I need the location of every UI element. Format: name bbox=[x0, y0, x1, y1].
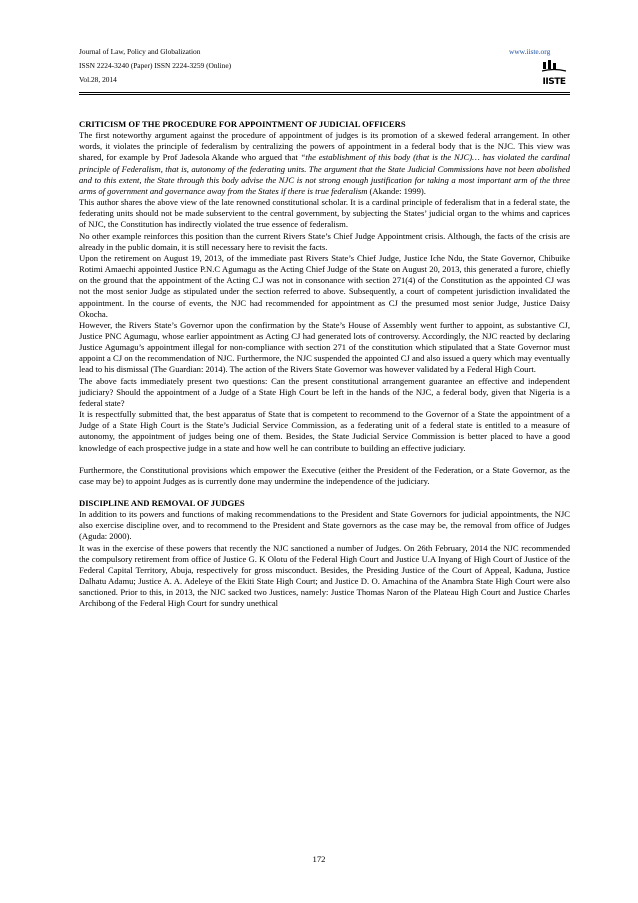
journal-title: Journal of Law, Policy and Globalization bbox=[79, 47, 201, 56]
paragraph: This author shares the above view of the late renowned constitutional scholar. It is a cardinal principle of federalism that in a federal state, the federating units should not be made subservient to the central government, by subjecting the States’ judicial organ to the whims and caprices of NJC, the Constitution has indirectly violated the true essence of federalism. bbox=[79, 197, 570, 230]
iiste-logo bbox=[540, 60, 568, 90]
paragraph: However, the Rivers State’s Governor upon the confirmation by the State’s House of Assembly went further to appoint, as substantive CJ, Justice PNC Agumagu, whose earlier appointment as Acting CJ had generated lots of controversy. Accordingly, the NJC reacted by declaring Justice Agumagu’s appointment illegal for non-compliance with section 271 of the constitution which stipulated that a State Governor must appoint a CJ on the recommendation of NJC. Furthermore, the NJC suspended the appointed CJ and also issued a query which may eventually lead to his dismissal (The Guardian: 2014). The action of the Rivers State Governor was however validated by a Federal High Court. bbox=[79, 319, 570, 375]
page-number: 172 bbox=[312, 854, 326, 864]
paragraph: The above facts immediately present two questions: Can the present constitutional arrangement guarantee an effective and independent judiciary? Should the appointment of a Judge of a State High Court be left in the hands of the NJC, a federal body, given that Nigeria is a federal state? bbox=[79, 375, 570, 408]
logo-text: IISTE bbox=[542, 77, 566, 87]
paragraph: In addition to its powers and functions of making recommendations to the President and State Governors for judicial appointments, the NJC also exercise discipline over, and to recommend to the President and State governors as the case may be, the removal from office of Judges (Aguda: 2000). bbox=[79, 509, 570, 542]
paragraph: It is respectfully submitted that, the best apparatus of State that is competent to recommend to the Governor of a State the appointment of a Judge of a State High Court is the State’s Judicial Service Commission, as a federating unit of a federal state is entitled to a measure of autonomy, the appointment of judges being one of them. Besides, the State Judicial Service Commission is better placed to have a good knowledge of each prospective judge in a state and how well he can contribute to building an effective judiciary. bbox=[79, 409, 570, 453]
citation: (Akande: 1999). bbox=[367, 185, 426, 196]
paragraph: Upon the retirement on August 19, 2013, of the immediate past Rivers State’s Chief Judge, Justice Iche Ndu, the State Governor, Chibuike Rotimi Amaechi appointed Justice P.N.C Agumagu as the Acting Chief Judge of the State on August 20, 2013, this generated a furore, chiefly on the ground that the appointment of the Acting C.J was not in consonance with section 271(4) of the Constitution as the appointed CJ was not the most senior Judge as stipulated under the section referred to above. Subsequently, a court of competent jurisdiction invalidated the appointment. In the course of events, the NJC had recommended for appointment as CJ the presumed most senior Judge, Justice Daisy Okocha. bbox=[79, 252, 570, 319]
header-rule bbox=[79, 92, 570, 93]
paragraph bbox=[79, 130, 570, 197]
issn-line: ISSN 2224-3240 (Paper) ISSN 2224-3259 (Online) bbox=[79, 61, 232, 70]
paragraph: It was in the exercise of these powers that recently the NJC sanctioned a number of Judges. On 26th February, 2014 the NJC recommended the compulsory retirement from office of Justice G. K Olotu of the Federal High Court and Justice U.A Inyang of High Court of Justice of the Federal Capital Territory, Abuja, respectively for gross misconduct. Besides, the Presiding Justice of the Court of Appeal, Kaduna, Justice Dalhatu Adamu; Justice A. A. Adeleye of the Ekiti State High Court; and Justice D. O. Amachina of the Anambra State High Court were also sanctioned. Prior to this, in 2013, the NJC sacked two Justices, namely: Justice Thomas Naron of the Plateau High Court and Justice Charles Archibong of the Federal High Court for sundry unethical bbox=[79, 542, 570, 609]
paragraph: No other example reinforces this position than the current Rivers State’s Chief Judge Appointment crisis. Although, the facts of the crisis are already in the public domain, it is still necessary here to revisit the facts. bbox=[79, 230, 570, 252]
article-body bbox=[79, 119, 570, 610]
section-heading-discipline: DISCIPLINE AND REMOVAL OF JUDGES bbox=[79, 498, 245, 508]
akande-quote: “the establishment of this body (that is the NJC)… has violated the cardinal principle of Federalism, that is, autonomy of the federating units. The argument that the State Judicial Commissions have not been abolished and to this extent, the State through this body advise the NJC is not strong enough justification for taking a most important arm of the three arms of government and governance away from the States if there is true federalism bbox=[79, 152, 570, 196]
section-heading-criticism: CRITICISM OF THE PROCEDURE FOR APPOINTMENT OF JUDICIAL OFFICERS bbox=[79, 119, 406, 129]
volume-line: Vol.28, 2014 bbox=[79, 75, 117, 84]
paragraph: Furthermore, the Constitutional provisions which empower the Executive (either the President of the Federation, or a State Governor, as the case may be) to appoint Judges as is currently done may undermine the independence of the judiciary. bbox=[79, 464, 570, 486]
header-rule-double bbox=[79, 94, 570, 95]
paragraph-text: The first noteworthy argument against the procedure of appointment of judges is its promotion of a skewed federal arrangement. In other words, it violates the principle of federalism by centralizing the powers of appointment in a federal body that is the NJC. This view was shared, for example by Prof Jadesola Akande who argued that bbox=[79, 130, 570, 163]
journal-url-link[interactable]: www.iiste.org bbox=[509, 47, 551, 56]
